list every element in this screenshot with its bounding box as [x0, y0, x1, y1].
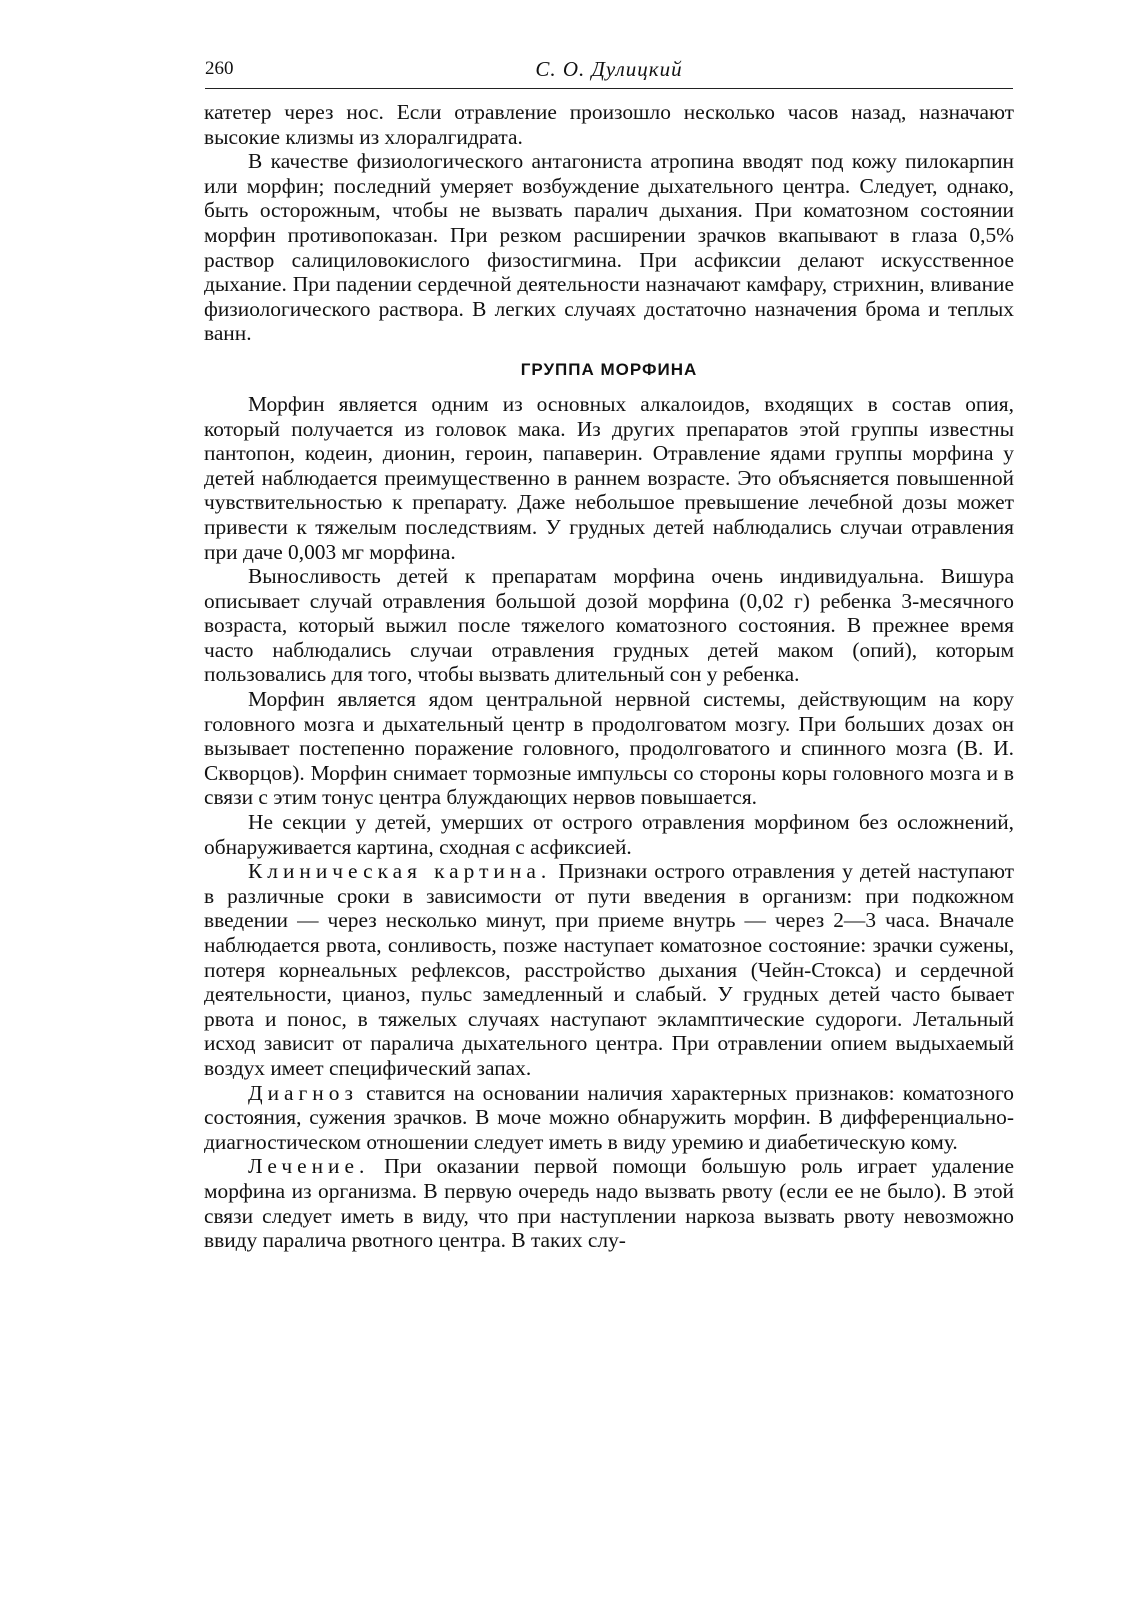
- paragraph-autopsy: Не секции у детей, умерших от острого отравления морфином без осложнений, обнаруживается картина, сходная с асфиксией.: [204, 810, 1014, 859]
- paragraph-treatment: [204, 1154, 1014, 1252]
- paragraph-tolerance: Выносливость детей к препаратам морфина очень индивидуальна. Вишура описывает случай отравления большой дозой морфина (0,02 г) ребенка 3-месячного возраста, который выжил после тяжелого коматозного состояния. В прежнее время часто наблюдались случаи отравления грудных детей маком (опий), которым пользовались для того, чтобы вызвать длительный сон у ребенка.: [204, 564, 1014, 687]
- section-heading: ГРУППА МОРФИНА: [520, 359, 698, 379]
- body-text: [204, 100, 1014, 1253]
- diagnosis-label: Диагноз: [248, 1080, 358, 1105]
- page-header: [205, 52, 1013, 89]
- clinical-text: Признаки острого отравления у детей наступают в различные сроки в зависимости от пути введения в организм: при подкожном введении — через несколько минут, при приеме внутрь — через 2—3 часа. Вначале наблюдается рвота, сонливость, позже наступает коматозное состояние: зрачки сужены, потеря корнеальных рефлексов, расстройство дыхания (Чейн-Стокса) и сердечной деятельности, цианоз, пульс замедленный и слабый. У грудных детей часто бывает рвота и понос, в тяжелых случаях наступают экламптические судороги. Летальный исход зависит от паралича дыхательного центра. При отравлении опием выдыхаемый воздух имеет специфический запах.: [204, 859, 1014, 1080]
- clinical-label: Клиническая картина.: [248, 859, 552, 884]
- treatment-label: Лечение.: [248, 1154, 370, 1179]
- paragraph-morphine-intro: Морфин является одним из основных алкалоидов, входящих в состав опия, который получается из головок мака. Из других препаратов этой группы известны пантопон, кодеин, дионин, героин, папаверин. Отравление ядами группы морфина у детей наблюдается преимущественно в раннем возрасте. Это объясняется повышенной чувствительностью к препарату. Даже небольшое превышение лечебной дозы может привести к тяжелым последствиям. У грудных детей наблюдались случаи отравления при даче 0,003 мг морфина.: [204, 391, 1014, 564]
- paragraph-diagnosis: [204, 1081, 1014, 1155]
- treatment-text: При оказании первой помощи большую роль играет удаление морфина из организма. В первую очередь надо вызвать рвоту (если ее не было). В этой связи следует иметь в виду, что при наступлении наркоза вызвать рвоту невозможно ввиду паралича рвотного центра. В таких слу-: [204, 1154, 1014, 1253]
- paragraph-clinical-picture: [204, 859, 1014, 1080]
- running-head-author: С. О. Дулицкий: [535, 57, 683, 81]
- paragraph-continuation: катетер через нос. Если отравление произошло несколько часов назад, назначают высокие клизмы из хлоралгидрата.: [204, 100, 1014, 149]
- paragraph-mechanism: Морфин является ядом центральной нервной системы, действующим на кору головного мозга и дыхательный центр в продолговатом мозгу. При больших дозах он вызывает постепенно поражение головного, продолговатого и спинного мозга (В. И. Скворцов). Морфин снимает тормозные импульсы со стороны коры головного мозга и в связи с этим тонус центра блуждающих нервов повышается.: [204, 687, 1014, 810]
- paragraph-antagonist: В качестве физиологического антагониста атропина вводят под кожу пилокарпин или морфин; последний умеряет возбуждение дыхательного центра. Следует, однако, быть осторожным, чтобы не вызвать паралич дыхания. При коматозном состоянии морфин противопоказан. При резком расширении зрачков вкапывают в глаза 0,5% раствор салициловокислого физостигмина. При асфиксии делают искусственное дыхание. При падении сердечной деятельности назначают камфару, стрихнин, вливание физиологического раствора. В легких случаях достаточно назначения брома и теплых ванн.: [204, 149, 1014, 346]
- diagnosis-text: ставится на основании наличия характерных признаков: коматозного состояния, сужения зрачков. В моче можно обнаружить морфин. В дифференциально-диагностическом отношении следует иметь в виду уремию и диабетическую кому.: [204, 1080, 1014, 1154]
- page-number: 260: [205, 58, 234, 79]
